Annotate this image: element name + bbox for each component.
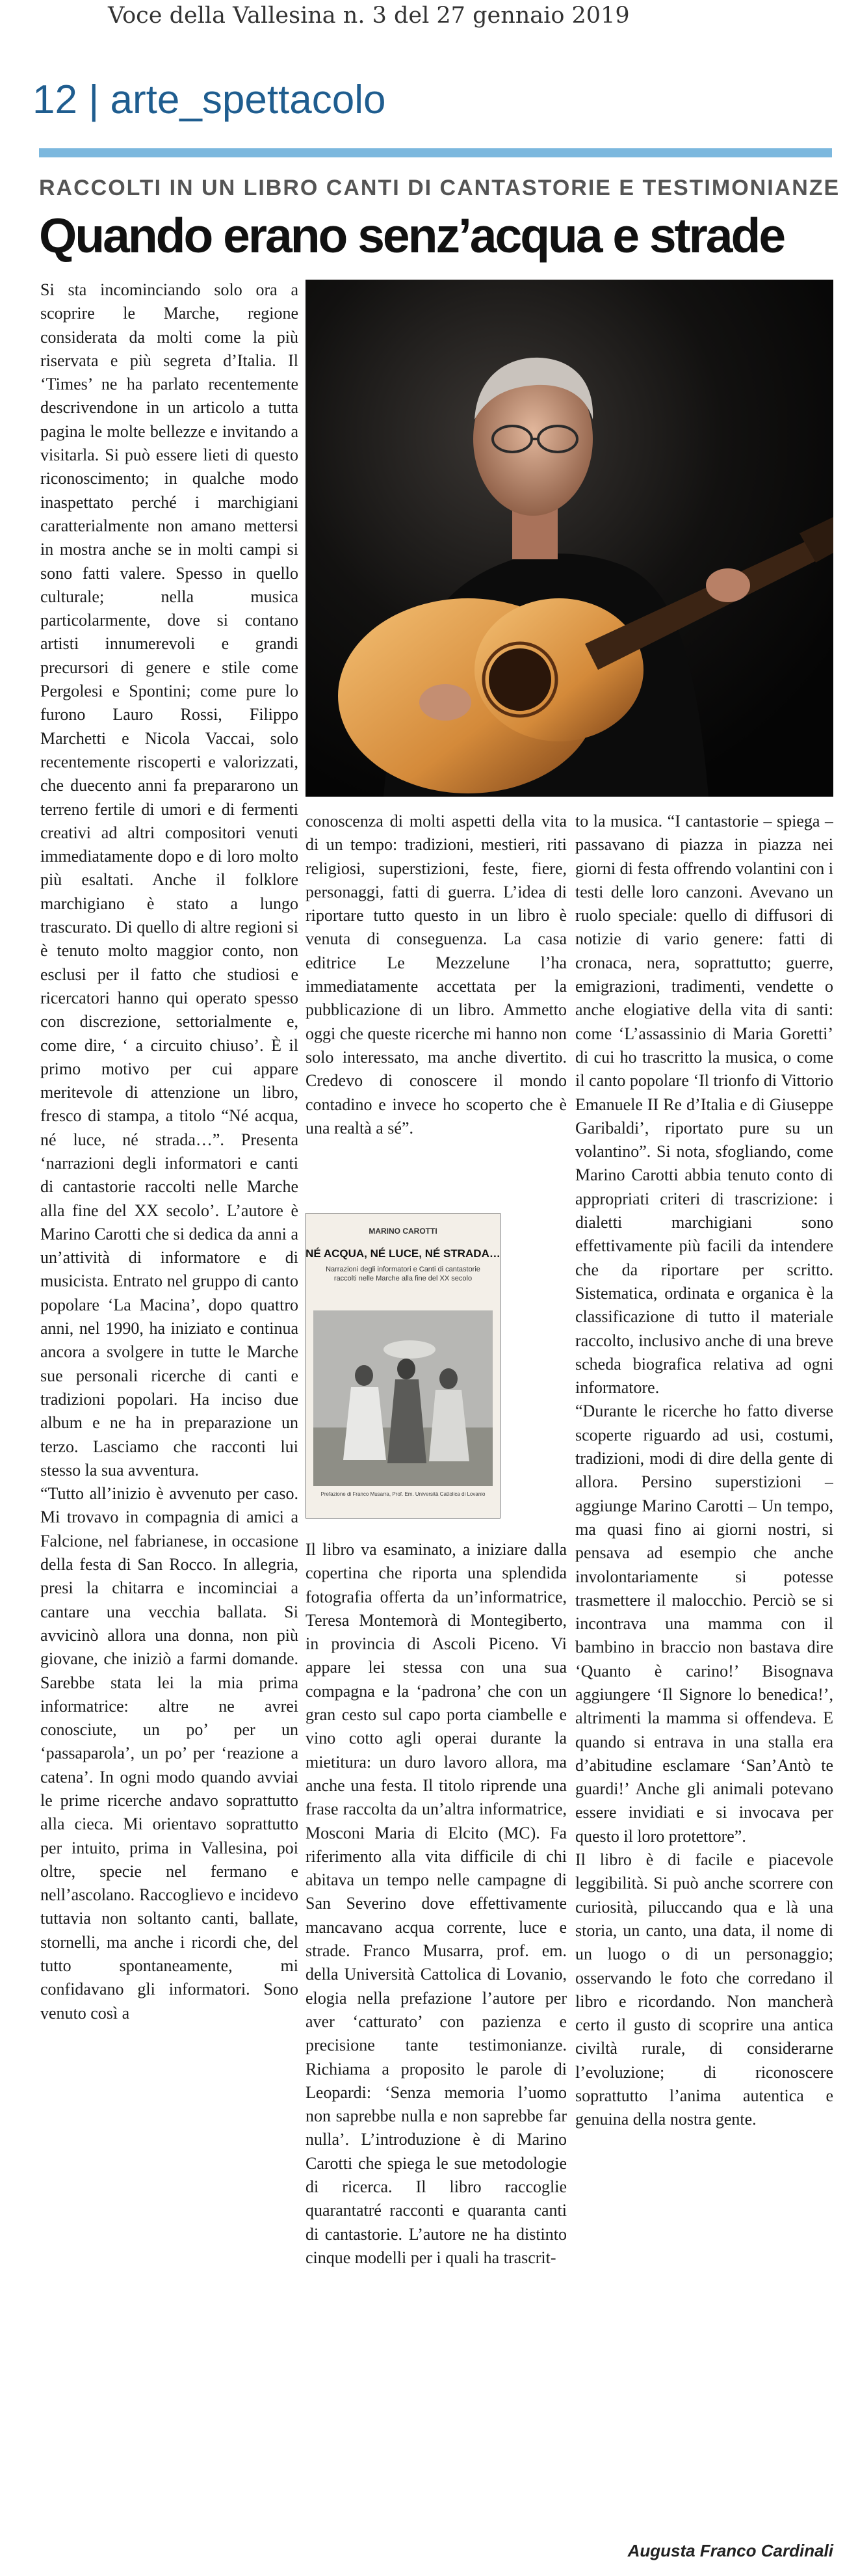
newspaper-masthead: Voce della Vallesina n. 3 del 27 gennaio 2019 [108, 3, 630, 29]
paragraph: “Tutto all’inizio è avvenuto per caso. Mi trovavo in compagnia di amici a Falcione, nel fabrianese, in occasione della festa di San Rocco. In allegria, presi la chitarra e incominciai a cantare una vecchia ballata. Si avvicinò allora una donna, non più giovane, che iniziò a farmi domande. Sarebbe stata lei la mia prima informatrice: altre ne avrei conosciute, un po’ per un ‘passaparola’, un po’ per ‘reazione a catena’. In ogni modo quando avviai le prime ricerche andavo soprattutto alla cieca. Mi orientavo soprattutto per intuito, prima in Vallesina, poi oltre, specie nel fermano e nell’ascolano. Raccoglievo e incidevo tuttavia non soltanto canti, ballate, stornelli, ma anche i ricordi che, del tutto spontaneamente, mi confidavano gli informatori. Sono venuto così a [40, 1484, 298, 2023]
book-subtitle: Narrazioni degli informatori e Canti di cantastorie raccolti nelle Marche alla fine del XX secolo [326, 1266, 480, 1282]
section-name: arte_spettacolo [110, 77, 386, 122]
page-number: 12 [32, 77, 77, 122]
paragraph: conoscenza di molti aspetti della vita di un tempo: tradizioni, mestieri, riti religiosi, superstizioni, feste, fiere, personaggi, fatti di guerra. L’idea di riportare tutto questo in un libro è venuta di conseguenza. La casa editrice Le Mezzelune l’ha immediatamente accettata per la pubblicazione di un libro. Ammetto oggi che queste ricerche mi hanno non solo interessato, ma anche divertito. Credevo di conoscere il mondo contadino e invece ho scoperto che è una realtà a sé”. [306, 812, 567, 1137]
section-rule [39, 148, 832, 157]
book-author: MARINO CAROTTI [369, 1227, 437, 1236]
book-cover-image [306, 1213, 500, 1519]
section-header [32, 77, 386, 123]
paragraph: to la musica. “I cantastorie – spiega – passavano di piazza in piazza nei giorni di festa offrendo volantini con i testi delle loro canzoni. Avevano un ruolo speciale: quello di diffusori di notizie di vario genere: fatti di cronaca, nera, soprattutto; guerre, emigrazioni, tradimenti, vendette o anche elogiative della vita di santi: come ‘L’assassinio di Maria Goretti’ di cui ho trascritto la musica, o come il canto popolare ‘Il trionfo di Vittorio Emanuele II Re d’Italia e di Giuseppe Garibaldi’, riportato pure su un volantino”. Si nota, sfogliando, come Marino Carotti abbia tenuto conto di appropriati criteri di trascrizione: i dialetti marchigiani sono effettivamente più facili da intendere che da riportare per scritto. Sistematica, ordinata e organica è la classificazione di tutto il materiale raccolto, inclusivo anche di una breve scheda biografica relativa ad ogni informatore. [575, 812, 833, 1398]
article-column-2b [306, 1538, 567, 2564]
book-footer: Prefazione di Franco Musarra, Prof. Em. Università Cattolica di Lovanio [320, 1491, 486, 1497]
guitarist-photo [306, 280, 833, 797]
book-title: NÉ ACQUA, NÉ LUCE, NÉ STRADA… [306, 1247, 500, 1260]
paragraph: “Durante le ricerche ho fatto diverse scoperte riguardo ad usi, costumi, tradizioni, modi di dire della gente di allora. Persino superstizioni – aggiunge Marino Carotti – Un tempo, ma quasi fino ai giorni nostri, si pensava ad esempio che anche involontariamente si potesse trasmettere il malocchio. Perciò se si incontrava una mamma con il bambino in braccio non bastava dire ‘Quanto è carino!’ Bisognava aggiungere ‘Il Signore lo benedica!’, altrimenti la mamma si offendeva. E quando si entrava in una stalla era d’abitudine esclamare ‘San’Antò te guardi!’ Anche gli animali potevano essere invidiati e si invocava per questo il loro protettore”. [575, 1401, 833, 1846]
paragraph: Si sta incominciando solo ora a scoprire le Marche, regione considerata da molti come la più riservata e più segreta d’Italia. Il ‘Times’ ne ha parlato recentemente descrivendone in un articolo a tutta pagina le molte bellezze e invitando a visitarla. Si può essere lieti di questo riconoscimento; in qualche modo inaspettato perché i marchigiani caratterialmente non amano mettersi in mostra anche se in molti campi si sono fatti valere. Spesso in quello culturale; nella musica particolarmente, dove si contano artisti innumerevoli e grandi precursori di genere e stile come Pergolesi e Spontini; come pure lo furono Lauro Rossi, Filippo Marchetti e Nicola Vaccai, solo recentemente riscoperti e valorizzati, che duecento anni fa prepararono un terreno fertile di umori e di fermenti creativi ad altri compositori venuti immediatamente dopo e di loro molto più esaltati. Anche il folklore marchigiano è stato a lungo trascurato. Di quello di altre regioni si è tenuto molto maggior conto, non esclusi per il fatto che studiosi e ricercatori hanno qui operato spesso con discrezione, settorialmente e, come dire, ‘ a circuito chiuso’. È il primo motivo per cui appare meritevole di attenzione un libro, fresco di stampa, a titolo “Né acqua, né luce, né strada…”. Presenta ‘narrazioni degli informatori e canti di cantastorie raccolti nelle Marche alla fine del XX secolo’. L’autore è Marino Carotti che si dedica da anni a un’attività di informatore e di musicista. Entrato nel gruppo di canto popolare ‘La Macina’, dopo quattro anni, nel 1990, ha iniziato e continua ancora a svolgere in tutte le Marche sue personali ricerche di canti e tradizioni popolari. Ha inciso due album e ne ha in preparazione un terzo. Lasciamo che racconti lui stesso la sua avventura. [40, 280, 298, 1480]
section-separator: | [88, 77, 99, 122]
article-kicker: RACCOLTI IN UN LIBRO CANTI DI CANTASTORIE E TESTIMONIANZE [39, 176, 840, 200]
paragraph: Il libro è di facile e piacevole leggibilità. Si può anche scorrere con curiosità, piluccando qua e là una storia, un canto, una data, il nome di un luogo o di un personaggio; osservando le foto che corredano il libro e ricordando. Non mancherà certo il gusto di scoprire una antica civiltà rurale, di considerarne l’evoluzione; di riconoscere soprattutto l’anima autentica e genuina della nostra gente. [575, 1850, 833, 2129]
article-column-1 [40, 278, 298, 2563]
paragraph: Il libro va esaminato, a iniziare dalla copertina che riporta una splendida fotografia offerta da un’informatrice, Teresa Montemorà di Montegiberto, in provincia di Ascoli Piceno. Vi appare lei stessa con una sua compagna e la ‘padrona’ che con un gran cesto sul capo porta ciambelle e vino cotto agli operai durante la mietitura: un duro lavoro allora, ma anche una festa. Il titolo riprende una frase raccolta da un’altra informatrice, Mosconi Maria di Elcito (MC). Fa riferimento alla vita difficile di chi abitava un tempo nelle campagne di San Severino dove effettivamente mancavano acqua corrente, luce e strade. Franco Musarra, prof. em. della Università Cattolica di Lovanio, elogia nella prefazione l’autore per aver ‘catturato’ con pazienza e precisione tante testimonianze. Richiama a proposito le parole di Leopardi: ‘Senza memoria l’uomo non saprebbe nulla e non saprebbe far nulla’. L’introduzione è di Marino Carotti che spiega le sue metodologie di ricerca. Il libro raccoglie quarantatré racconti e quaranta canti di cantastorie. L’autore ne ha distinto cinque modelli per i quali ha trascrit- [306, 1540, 567, 2267]
article-column-2 [306, 810, 567, 1188]
author-signature: Augusta Franco Cardinali [627, 2541, 833, 2560]
article-column-3 [575, 810, 833, 2540]
article-headline: Quando erano senz’acqua e strade [39, 208, 785, 263]
